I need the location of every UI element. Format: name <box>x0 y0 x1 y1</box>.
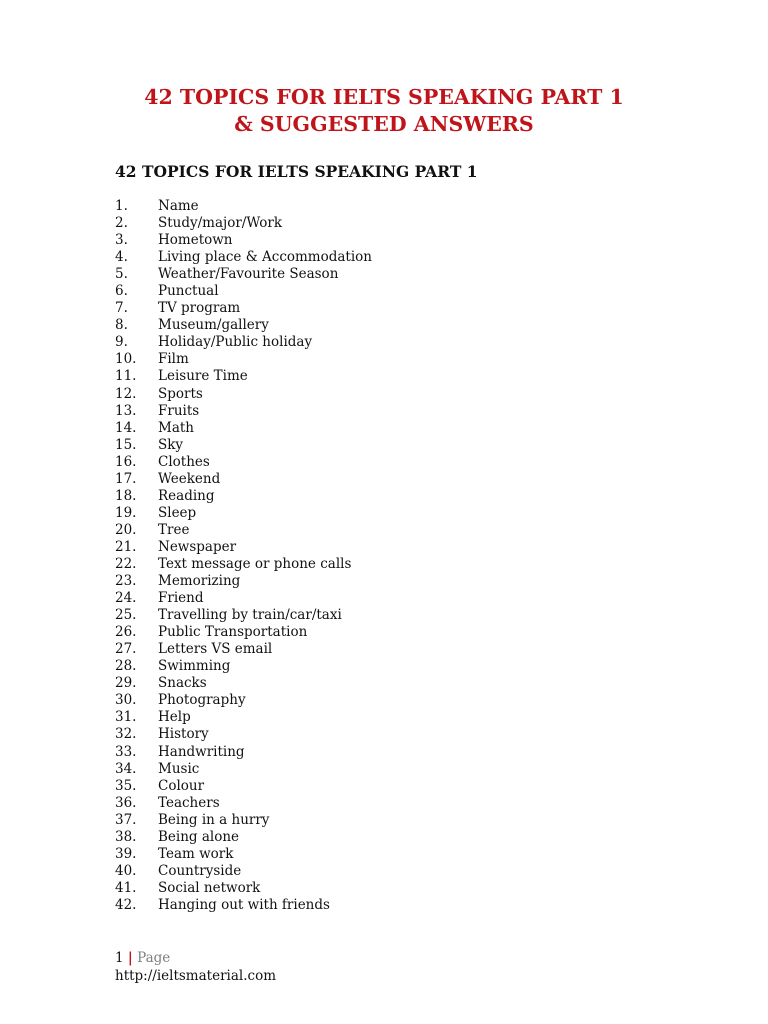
list-item-text: Name <box>158 198 199 214</box>
list-item-number: 42. <box>115 896 137 913</box>
list-item-text: Sports <box>158 385 203 402</box>
list-item-text: Music <box>158 760 200 777</box>
list-item-number: 41. <box>115 879 137 896</box>
list-item-number: 36. <box>115 794 137 811</box>
list-item-text: Being alone <box>158 828 240 845</box>
list-item-text: Punctual <box>158 283 219 300</box>
list-item-text: Team work <box>158 845 234 862</box>
list-item-text: History <box>158 726 209 743</box>
list-item-text: Weather/Favourite Season <box>158 266 339 283</box>
list-item-text: Study/major/Work <box>158 215 283 232</box>
page-number: 1 <box>115 950 124 966</box>
list-item-text: Weekend <box>158 470 221 487</box>
list-item-text: Hometown <box>158 232 233 249</box>
list-item-number: 7. <box>115 300 128 317</box>
list-item-text: Letters VS email <box>158 641 273 658</box>
list-item-text: Math <box>158 419 194 436</box>
list-item-number: 25. <box>115 607 137 624</box>
list-item-number: 33. <box>115 743 137 760</box>
list-item-number: 37. <box>115 811 137 828</box>
list-item-number: 14. <box>115 419 137 436</box>
list-item-text: Help <box>158 709 191 726</box>
list-item-text: Film <box>158 351 189 368</box>
list-item-number: 24. <box>115 590 137 607</box>
section-heading: 42 TOPICS FOR IELTS SPEAKING PART 1 <box>115 162 478 181</box>
list-item-number: 20. <box>115 521 137 538</box>
list-item-text: Holiday/Public holiday <box>158 334 313 351</box>
list-item-text: Travelling by train/car/taxi <box>158 607 342 624</box>
list-item-text: Leisure Time <box>158 368 248 385</box>
page-indicator <box>115 950 276 968</box>
list-item-number: 19. <box>115 504 137 521</box>
document-title <box>0 84 768 138</box>
list-item-number: 9. <box>115 334 128 351</box>
list-item-text: Social network <box>158 879 261 896</box>
list-item-number: 26. <box>115 624 137 641</box>
list-item-text: TV program <box>158 300 241 317</box>
list-item-text: Hanging out with friends <box>158 896 330 913</box>
list-item-text: Living place & Accommodation <box>158 249 372 266</box>
list-item-number: 13. <box>115 402 137 419</box>
list-item-text: Friend <box>158 590 204 607</box>
list-item-text: Museum/gallery <box>158 317 269 334</box>
list-item-number: 34. <box>115 760 137 777</box>
list-item-number: 16. <box>115 453 137 470</box>
list-item-number: 39. <box>115 845 137 862</box>
list-item-number: 28. <box>115 658 137 675</box>
list-item-number: 3. <box>115 232 128 249</box>
list-item-number: 27. <box>115 641 137 658</box>
list-item-text: Swimming <box>158 658 231 675</box>
list-item-number: 30. <box>115 692 137 709</box>
list-item-text: Teachers <box>158 794 220 811</box>
list-item-number: 29. <box>115 675 137 692</box>
list-item-number: 6. <box>115 283 128 300</box>
title-line-2: & SUGGESTED ANSWERS <box>234 112 534 136</box>
list-item-number: 31. <box>115 709 137 726</box>
list-item-number: 38. <box>115 828 137 845</box>
list-item-number: 1. <box>115 198 128 214</box>
list-item-number: 11. <box>115 368 137 385</box>
list-item-number: 18. <box>115 487 137 504</box>
list-item-text: Snacks <box>158 675 207 692</box>
list-item-number: 8. <box>115 317 128 334</box>
list-item-number: 10. <box>115 351 137 368</box>
page-label: Page <box>137 950 171 966</box>
list-item-text: Tree <box>158 521 190 538</box>
list-item-text: Countryside <box>158 862 242 879</box>
list-item-number: 23. <box>115 573 137 590</box>
list-item-text: Reading <box>158 487 215 504</box>
list-item-number: 21. <box>115 538 137 555</box>
list-item-text: Text message or phone calls <box>158 555 352 572</box>
list-item-text: Clothes <box>158 453 210 470</box>
list-item-number: 35. <box>115 777 137 794</box>
list-item-number: 2. <box>115 215 128 232</box>
footer-url: http://ieltsmaterial.com <box>115 967 276 984</box>
list-item-number: 17. <box>115 470 137 487</box>
page-separator: | <box>127 950 133 966</box>
list-item-number: 32. <box>115 726 137 743</box>
list-item-number: 40. <box>115 862 137 879</box>
list-item-text: Handwriting <box>158 743 245 760</box>
list-item-text: Being in a hurry <box>158 811 270 828</box>
list-item-number: 12. <box>115 385 137 402</box>
list-item-number: 4. <box>115 249 128 266</box>
list-item-number: 5. <box>115 266 128 283</box>
list-item-text: Sky <box>158 436 184 453</box>
list-item-text: Photography <box>158 692 246 709</box>
list-item-text: Fruits <box>158 402 200 419</box>
list-item-number: 22. <box>115 555 137 572</box>
list-item-text: Public Transportation <box>158 624 308 641</box>
list-item-text: Newspaper <box>158 538 237 555</box>
list-item-text: Colour <box>158 777 205 794</box>
title-line-1: 42 TOPICS FOR IELTS SPEAKING PART 1 <box>144 85 624 109</box>
page-footer <box>115 950 276 985</box>
list-item-text: Memorizing <box>158 573 241 590</box>
list-item-text: Sleep <box>158 504 197 521</box>
list-item-number: 15. <box>115 436 137 453</box>
